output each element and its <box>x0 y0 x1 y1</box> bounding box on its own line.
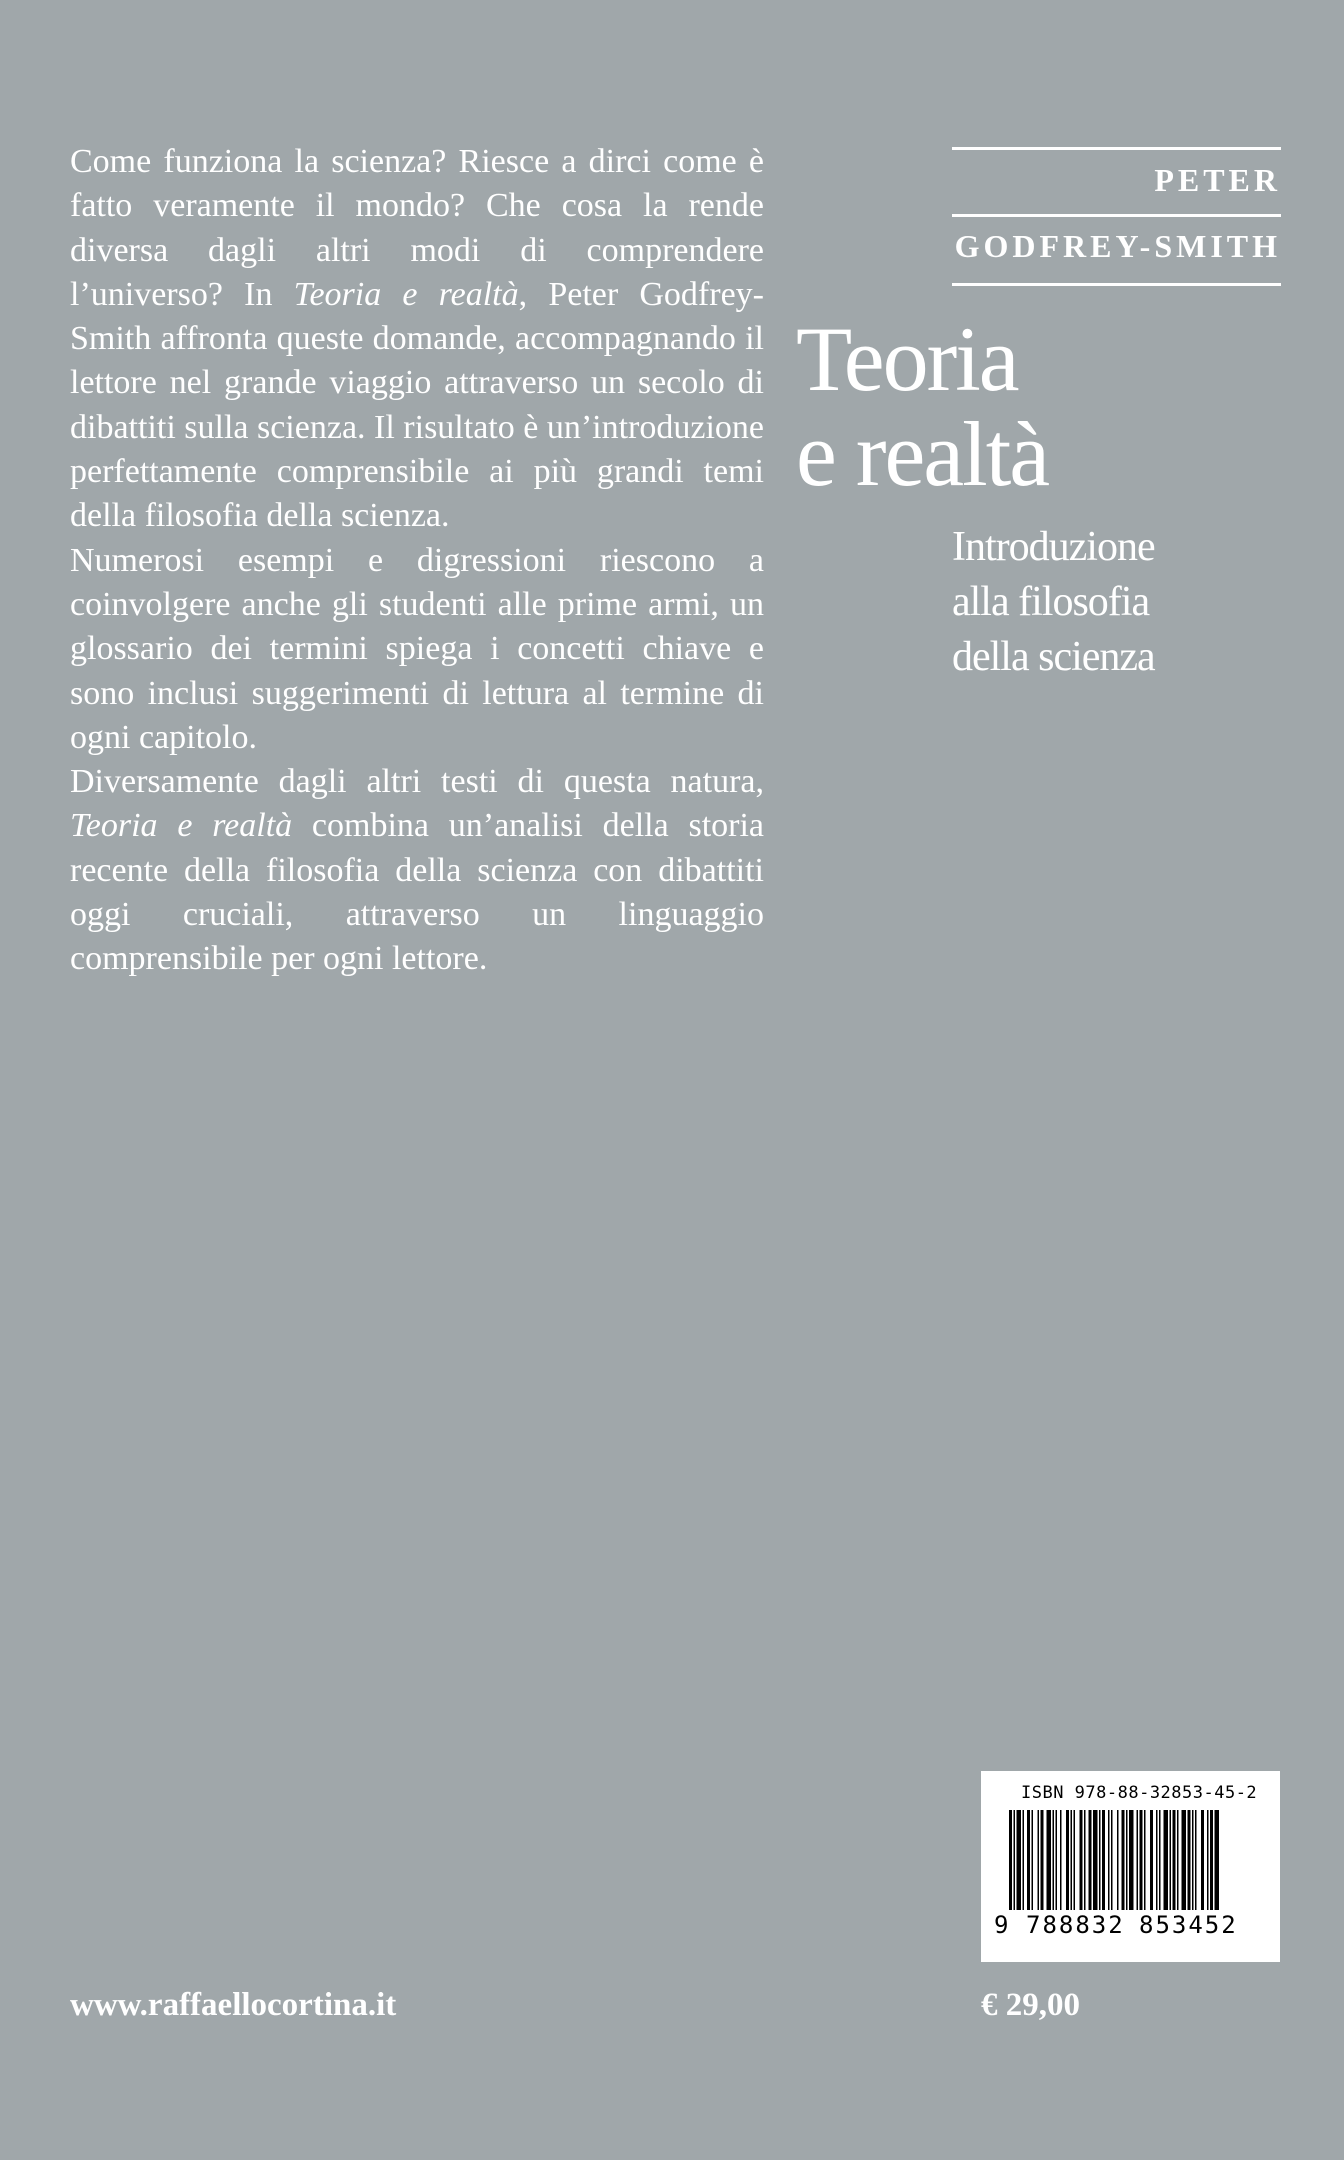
barcode-bar <box>1210 1810 1213 1910</box>
barcode-bar <box>1177 1810 1179 1910</box>
barcode-bar <box>1066 1810 1069 1910</box>
barcode-bar <box>1080 1810 1083 1910</box>
back-cover-blurb <box>70 140 764 982</box>
barcode-bar <box>1195 1810 1197 1910</box>
barcode-bar <box>1137 1810 1139 1910</box>
barcode-bar <box>1126 1810 1128 1910</box>
barcode-bar <box>1156 1810 1158 1910</box>
barcode-bar <box>1089 1810 1092 1910</box>
ean-left-digits: 788832 <box>1026 1911 1125 1939</box>
blurb-paragraph-2: Numerosi esempi e digressioni riescono a coinvolgere anche gli studenti alle prime armi, un glossario dei termini spiega i concetti chiave e sono inclusi suggerimenti di lettura al termine di ogni capitolo. <box>70 541 764 756</box>
author-rule-bottom <box>952 283 1281 286</box>
barcode-bar <box>1027 1810 1030 1910</box>
author-last-name: GODFREY-SMITH <box>954 228 1281 264</box>
barcode-bar <box>1093 1810 1098 1910</box>
barcode-bar <box>1014 1810 1016 1910</box>
barcode-bar <box>1047 1810 1052 1910</box>
barcode-bar <box>1159 1810 1161 1910</box>
ean-leading-digit: 9 <box>994 1911 1009 1939</box>
barcode-bar <box>1084 1810 1086 1910</box>
barcode-bar <box>1150 1810 1153 1910</box>
barcode-bar <box>1108 1810 1110 1910</box>
barcode-bar <box>1038 1810 1040 1910</box>
barcode-bar <box>1032 1810 1034 1910</box>
barcode-bar <box>1129 1810 1134 1910</box>
barcode-bar <box>1117 1810 1119 1910</box>
author-rule-top <box>952 147 1281 150</box>
barcode-bar <box>1111 1810 1113 1910</box>
barcode-bar <box>1192 1810 1194 1910</box>
ean-right-digits: 853452 <box>1139 1911 1238 1939</box>
barcode-bar <box>1140 1810 1143 1910</box>
book-title: Teoria e realtà <box>796 308 1049 505</box>
blurb-paragraph-1: Come funziona la scienza? Riesce a dirci come è fatto veramente il mondo? Che cosa la rende diversa dagli altri modi di comprendere l’universo? In Teoria e realtà, Peter Godfrey-Smith affronta queste domande, accompagnando il lettore nel grande viaggio attraverso un secolo di dibattiti sulla scienza. Il risultato è un’introduzione perfettamente comprensibile ai più grandi temi della filosofia della scienza. <box>70 143 764 535</box>
blurb-book-title: Teoria e realtà <box>293 275 519 313</box>
blurb-paragraph-3: Diversamente dagli altri testi di questa natura, Teoria e realtà combina un’analisi della storia recente della filosofia della scienza con dibattiti oggi cruciali, attraverso un linguaggio comprensibile per ogni lettore. <box>70 763 764 978</box>
isbn-label: ISBN 978-88-32853-45-2 <box>1021 1783 1258 1803</box>
barcode-bar <box>1173 1810 1176 1910</box>
barcode-bar <box>1023 1810 1025 1910</box>
barcode-bar <box>1164 1810 1169 1910</box>
book-subtitle: Introduzione alla filosofia della scienza <box>952 524 1155 680</box>
isbn-barcode <box>981 1771 1280 1962</box>
barcode-bar <box>1215 1810 1220 1910</box>
barcode-bar <box>1182 1810 1187 1910</box>
barcode-bar <box>1201 1810 1204 1910</box>
barcode-bar <box>1207 1810 1209 1910</box>
barcode-bar <box>1041 1810 1044 1910</box>
barcode-bar <box>1102 1810 1105 1910</box>
barcode-bar <box>1053 1810 1055 1910</box>
blurb-book-title: Teoria e realtà <box>70 807 293 845</box>
barcode-bar <box>1122 1810 1125 1910</box>
barcode-bar <box>1170 1810 1172 1910</box>
barcode-bar <box>1144 1810 1146 1910</box>
publisher-website[interactable]: www.raffaellocortina.it <box>70 1987 397 2023</box>
author-rule-middle <box>952 214 1281 217</box>
price-label: € 29,00 <box>981 1987 1080 2023</box>
barcode-bar <box>1099 1810 1101 1910</box>
author-first-name: PETER <box>1154 162 1281 198</box>
barcode-bar <box>1074 1810 1076 1910</box>
barcode-bar <box>1188 1810 1191 1910</box>
barcode-bar <box>1009 1810 1012 1910</box>
barcode-bar <box>1071 1810 1073 1910</box>
barcode-bar <box>1060 1810 1062 1910</box>
barcode-bar <box>1017 1810 1022 1910</box>
barcode-bar <box>1056 1810 1058 1910</box>
